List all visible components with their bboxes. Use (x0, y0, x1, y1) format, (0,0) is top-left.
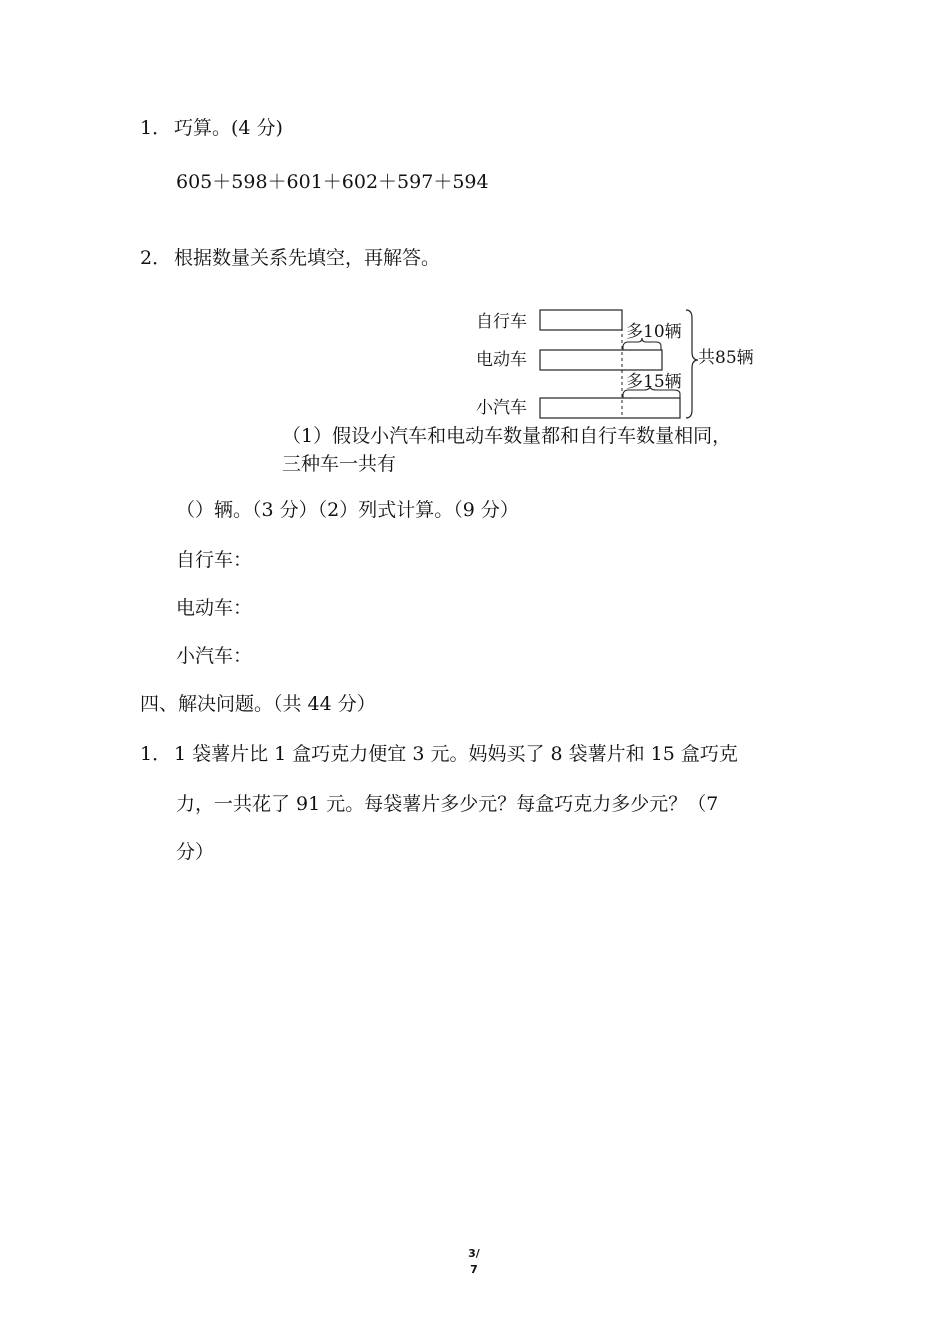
section-4-title: 四、解决问题。（共 44 分） (140, 693, 376, 715)
question-2-part-1-line-1: （1）假设小汽车和电动车数量都和自行车数量相同， (282, 425, 732, 447)
page-number-bottom: 7 (470, 1263, 478, 1276)
diagram-label-bike: 自行车 (476, 312, 527, 332)
diagram-label-ebike: 电动车 (476, 350, 527, 370)
question-2 (140, 246, 440, 270)
section-4-question-1-line-1: 1 袋薯片比 1 盒巧克力便宜 3 元。妈妈买了 8 袋薯片和 15 盒巧克 (174, 743, 738, 765)
bike-bar (540, 310, 622, 330)
page-number (462, 1246, 486, 1278)
quantity-diagram (476, 304, 766, 422)
answer-line-car: 小汽车： (176, 645, 253, 667)
diagram-label-car: 小汽车 (476, 398, 527, 418)
question-2-title: 根据数量关系先填空，再解答。 (174, 247, 441, 269)
diagram-shapes (476, 304, 766, 422)
brace-total (686, 310, 698, 418)
question-1-number: 1． (140, 117, 172, 139)
diagram-label-more-15: 多15辆 (626, 372, 682, 392)
car-bar (540, 398, 680, 418)
page-number-top: 3/ (468, 1247, 480, 1260)
section-4-question-1-line-2: 力，一共花了 91 元。每袋薯片多少元？每盒巧克力多少元？（7 (176, 793, 719, 815)
brace-more-10 (623, 338, 661, 350)
brace-more-15 (623, 386, 680, 398)
question-2-part-1-line-2: 三种车一共有 (282, 453, 397, 475)
section-4-question-1 (140, 742, 738, 766)
question-1 (140, 116, 283, 140)
section-4-question-1-number: 1． (140, 743, 172, 765)
question-1-title: 巧算。(4 分) (174, 117, 283, 139)
question-2-part-1-line-3: （）辆。（3 分）（2）列式计算。（9 分） (176, 499, 519, 521)
diagram-label-total: 共85辆 (698, 348, 754, 368)
diagram-label-more-10: 多10辆 (626, 322, 682, 342)
question-2-number: 2． (140, 247, 172, 269)
ebike-bar (540, 350, 662, 370)
section-4-question-1-line-3: 分） (176, 841, 215, 863)
answer-line-ebike: 电动车： (176, 597, 253, 619)
question-1-expression: 605＋598＋601＋602＋597＋594 (176, 171, 489, 193)
answer-line-bike: 自行车： (176, 549, 253, 571)
